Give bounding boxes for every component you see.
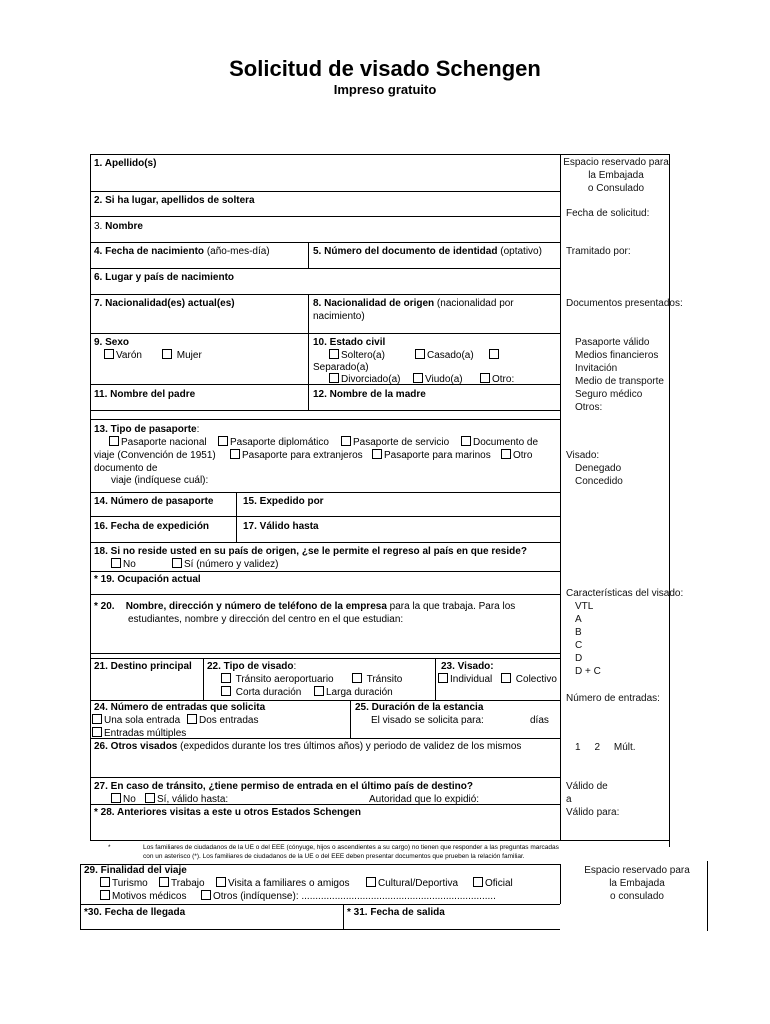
sidebar-visa-heading: Visado: [566,450,600,461]
visa-transit-option[interactable]: Tránsito [352,673,402,686]
field-11-label: 11. Nombre del padre [94,389,196,400]
row-line [90,594,560,595]
sidebar-number-of-entries: Número de entradas: [566,693,660,704]
field-13-label: 13. Tipo de pasaporte: [94,424,200,435]
row-line [90,216,560,217]
field-16-label: 16. Fecha de expedición [94,521,210,532]
field-19-label: * 19. Ocupación actual [94,574,201,585]
field-18-label: 18. Si no reside usted en su país de origen, ¿se le permite el regreso al país en que reside? [94,546,527,557]
col-divider [80,864,81,930]
form-border-bottom [90,840,670,841]
transit-authority-label: Autoridad que lo expidió: [369,794,480,805]
checkbox[interactable] [100,877,110,887]
field-20-note: estudiantes, nombre y dirección del centro en el que estudian: [128,614,404,625]
checkbox[interactable] [145,793,155,803]
field-28-label: * 28. Anteriores visitas a este u otros Estados Schengen [94,807,361,818]
visa-short-stay-option[interactable]: Corta duración [221,686,301,699]
field-8-label: 8. Nacionalidad de origen (nacionalidad por [313,298,514,309]
row-line [90,571,560,572]
passport-travel-doc-1951: viaje (Convención de 1951) [94,450,216,461]
civil-other-option[interactable]: Otro: [480,373,514,386]
checkbox[interactable] [413,373,423,383]
checkbox[interactable] [473,877,483,887]
checkbox[interactable] [162,349,172,359]
checkbox[interactable] [100,890,110,900]
field-1-label: 1. Apellido(s) [94,158,157,169]
sex-female-option[interactable]: Mujer [162,349,202,362]
sidebar-visa-types: VTL A B C D D + C [575,601,601,677]
sidebar-visa-characteristics: Características del visado: [566,588,684,599]
row-line [90,191,560,192]
field-29-label: 29. Finalidad del viaje [84,865,187,876]
checkbox[interactable] [221,686,231,696]
sidebar-reserved-heading: Espacio reservado para la Embajada o Consulado [563,157,669,194]
checkbox[interactable] [159,877,169,887]
sidebar-visa-options: Denegado Concedido [575,463,623,487]
field-6-label: 6. Lugar y país de nacimiento [94,272,235,283]
field-2-label: 2. Si ha lugar, apellidos de soltera [94,195,255,206]
civil-widowed-option[interactable]: Viudo(a) [413,373,463,386]
col-divider [236,492,237,542]
sidebar-documents-list: Pasaporte válido Medios financieros Invitación Medio de transporte Seguro médico Otros: [575,337,664,413]
row-line [90,294,560,295]
civil-married-option[interactable]: Casado(a) [415,349,474,362]
passport-national-option[interactable]: Pasaporte nacional [109,436,207,449]
checkbox[interactable] [329,349,339,359]
col-divider [343,904,344,930]
stay-duration-text: El visado se solicita para: [371,715,484,726]
row-line [80,904,560,905]
checkbox[interactable] [104,349,114,359]
field-4-label: 4. Fecha de nacimiento (año-mes-día) [94,246,270,257]
field-8-note: nacimiento) [313,311,365,322]
row-line [90,542,560,543]
passport-travel-doc-option[interactable]: Documento de [461,436,538,449]
checkbox[interactable] [489,349,499,359]
checkbox[interactable] [314,686,324,696]
col-divider [560,864,561,904]
row-line [90,268,560,269]
row-line [90,658,560,659]
checkbox[interactable] [172,558,182,568]
sidebar-reserved-heading-bottom: Espacio reservado para la Embajada o consulado [584,865,690,902]
field-23-label: 23. Visado: [441,661,494,672]
row-line [90,516,560,517]
passport-foreigners-option[interactable]: Pasaporte para extranjeros [230,449,363,462]
field-5-label: 5. Número del documento de identidad (optativo) [313,246,542,257]
sidebar-valid-from: Válido de [566,781,608,792]
checkbox[interactable] [341,436,351,446]
passport-service-option[interactable]: Pasaporte de servicio [341,436,449,449]
checkbox[interactable] [92,727,102,737]
col-divider [203,658,204,700]
checkbox[interactable] [372,449,382,459]
sidebar-documents-heading: Documentos presentados: [566,298,683,309]
visa-collective-option[interactable]: Colectivo [501,673,557,686]
sidebar-border-right [669,154,670,847]
visa-airport-transit-option[interactable]: Tránsito aeroportuario [221,673,334,686]
checkbox[interactable] [461,436,471,446]
col-divider [435,658,436,700]
row-line [90,410,560,411]
return-yes-option[interactable]: Sí (número y validez) [172,558,278,571]
checkbox[interactable] [221,673,231,683]
civil-separated-label: Separado(a) [313,362,369,373]
checkbox[interactable] [92,714,102,724]
checkbox[interactable] [187,714,197,724]
purpose-other-option[interactable]: Otros (indíquense): ...................................................................... [201,890,496,903]
form-border-top [90,154,670,155]
purpose-medical-option[interactable]: Motivos médicos [100,890,186,903]
sidebar-valid-for: Válido para: [566,807,620,818]
civil-separated-checkbox[interactable] [489,349,501,362]
purpose-tourism-option[interactable]: Turismo [100,877,148,890]
checkbox[interactable] [501,673,511,683]
field-15-label: 15. Expedido por [243,496,324,507]
field-21-label: 21. Destino principal [94,661,192,672]
row-line [90,242,560,243]
checkbox[interactable] [218,436,228,446]
sidebar-entries-values: 1 2 Múlt. [575,742,636,753]
stay-duration-days: días [530,715,549,726]
field-9-label: 9. Sexo [94,337,130,348]
row-line [90,653,560,654]
col-divider [350,700,351,738]
sidebar-valid-to: a [566,794,572,805]
form-border-right [560,154,561,840]
passport-other-option[interactable]: Otro [501,449,532,462]
purpose-cultural-option[interactable]: Cultural/Deportiva [366,877,458,890]
checkbox[interactable] [216,877,226,887]
field-20-label: * 20. Nombre, dirección y número de teléfono de la empresa para la que trabaja. Para los [94,601,516,612]
field-22-label: 22. Tipo de visado: [207,661,297,672]
entries-multiple-option[interactable]: Entradas múltiples [92,727,186,740]
field-25-label: 25. Duración de la estancia [355,702,484,713]
purpose-official-option[interactable]: Oficial [473,877,513,890]
footnote-star: * [108,844,111,851]
checkbox[interactable] [366,877,376,887]
field-12-label: 12. Nombre de la madre [313,389,426,400]
checkbox[interactable] [329,373,339,383]
transit-no-option[interactable]: No [111,793,136,806]
passport-other-doc: documento de [94,463,158,474]
sidebar-processed-by: Tramitado por: [566,246,631,257]
page-title: Solicitud de visado Schengen [229,56,541,81]
sex-male-option[interactable]: Varón [104,349,142,362]
row-line [90,777,560,778]
col-divider [308,242,309,268]
checkbox[interactable] [111,558,121,568]
row-line [90,419,560,420]
civil-divorced-option[interactable]: Divorciado(a) [329,373,400,386]
checkbox[interactable] [415,349,425,359]
row-line [80,929,560,930]
visa-long-stay-option[interactable]: Larga duración [314,686,393,699]
passport-diplomatic-option[interactable]: Pasaporte diplomático [218,436,329,449]
page-subtitle: Impreso gratuito [333,82,437,97]
field-24-label: 24. Número de entradas que solicita [94,702,266,713]
field-7-label: 7. Nacionalidad(es) actual(es) [94,298,235,309]
footnote-line-2: con un asterisco (*). Los familiares de ciudadanos de la UE o del EEE deben presentar documentos que prueben la relación familiar. [143,853,525,860]
field-10-label: 10. Estado civil [313,337,386,348]
field-31-label: * 31. Fecha de salida [347,907,445,918]
passport-other-indicate: viaje (indíquese cuál): [111,475,209,486]
checkbox[interactable] [201,890,211,900]
purpose-visit-option[interactable]: Visita a familiares o amigos [216,877,350,890]
field-14-label: 14. Número de pasaporte [94,496,214,507]
entries-double-option[interactable]: Dos entradas [187,714,258,727]
field-26-label: 26. Otros visados (expedidos durante los tres últimos años) y periodo de validez de los mismos [94,741,522,752]
field-30-label: *30. Fecha de llegada [84,907,186,918]
row-line [90,333,560,334]
return-no-option[interactable]: No [111,558,136,571]
checkbox[interactable] [109,436,119,446]
checkbox[interactable] [352,673,362,683]
entries-single-option[interactable]: Una sola entrada [92,714,180,727]
checkbox[interactable] [111,793,121,803]
purpose-work-option[interactable]: Trabajo [159,877,205,890]
checkbox[interactable] [230,449,240,459]
field-17-label: 17. Válido hasta [243,521,319,532]
sidebar-application-date: Fecha de solicitud: [566,208,650,219]
field-27-label: 27. En caso de tránsito, ¿tiene permiso de entrada en el último país de destino? [94,781,473,792]
passport-seamen-option[interactable]: Pasaporte para marinos [372,449,491,462]
col-divider [308,294,309,410]
checkbox[interactable] [480,373,490,383]
row-line [90,492,560,493]
civil-single-option[interactable]: Soltero(a) [329,349,385,362]
transit-yes-option[interactable]: Sí, válido hasta: [145,793,228,806]
visa-individual-option[interactable]: Individual [438,673,492,686]
checkbox[interactable] [438,673,448,683]
field-3-label: 3. Nombre [94,221,143,232]
footnote-line-1: Los familiares de ciudadanos de la UE o del EEE (cónyuge, hijos o ascendientes a su cargo) no tienen que responder a las preguntas marcadas [143,844,559,851]
checkbox[interactable] [501,449,511,459]
